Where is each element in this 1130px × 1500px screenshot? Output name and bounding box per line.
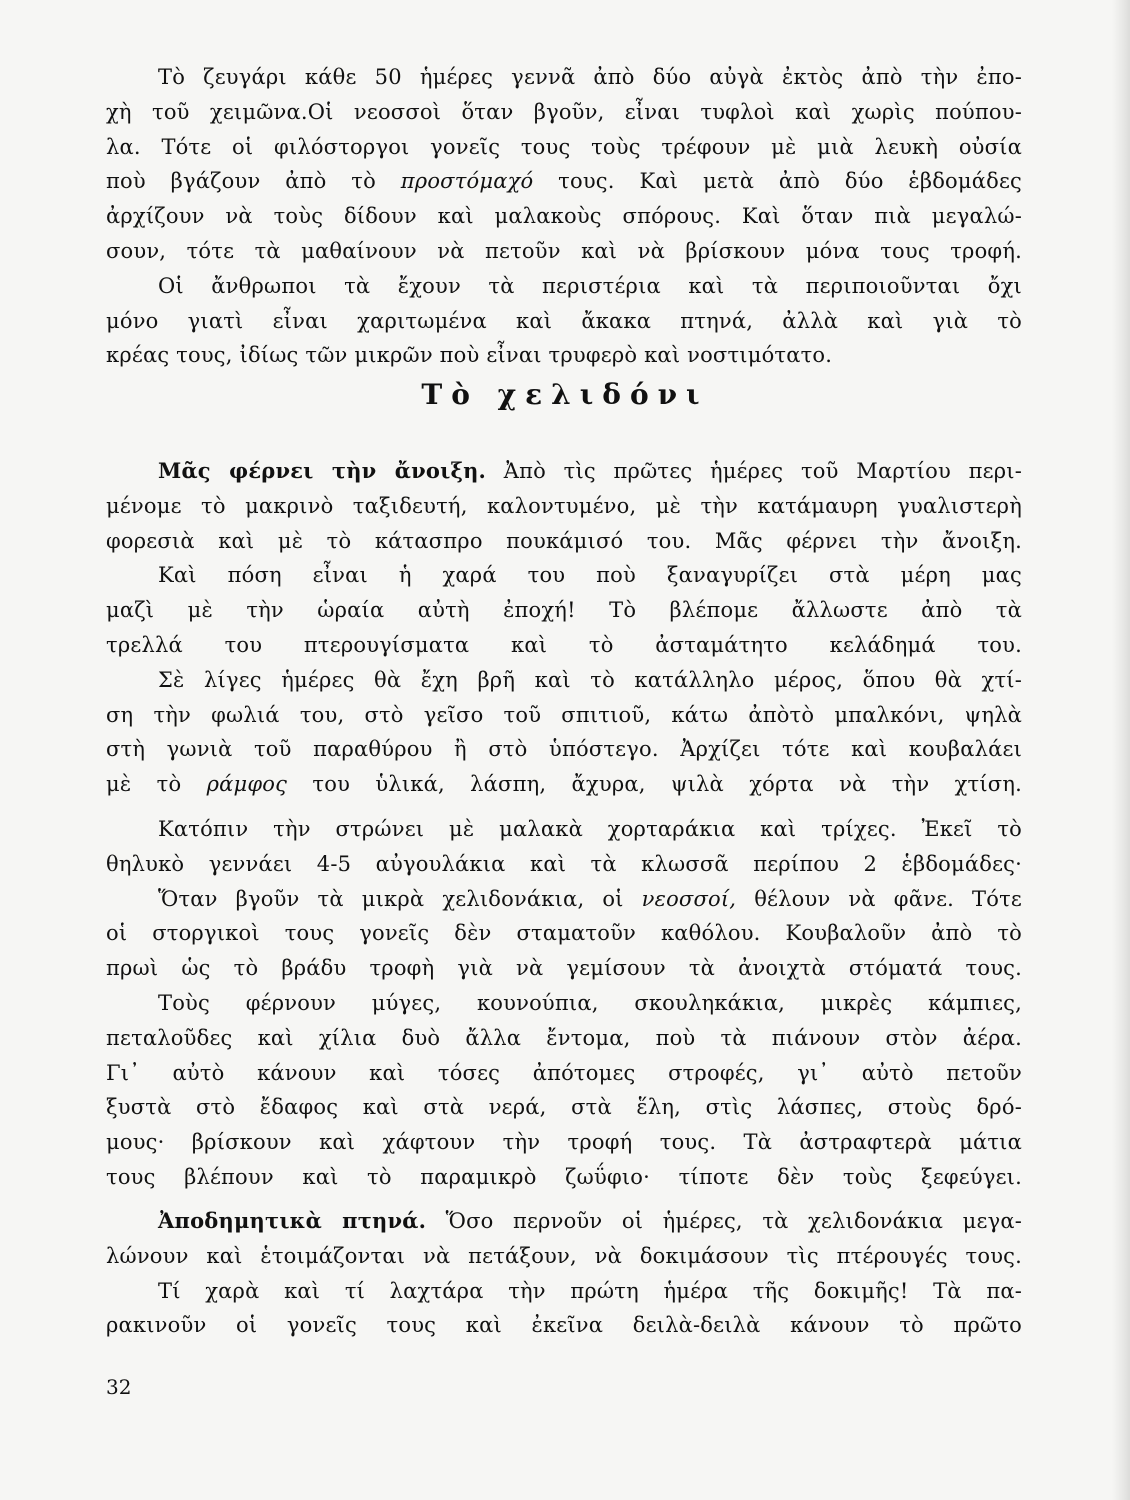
text-line: Γι᾽ αὐτὸ κάνουν καὶ τόσες ἀπότομες στροφές, γι᾽ αὐτὸ πετοῦν: [106, 1060, 1022, 1085]
paragraph-lead: Μᾶς φέρνει τὴν ἄνοιξη.: [158, 458, 487, 483]
text-line: Καὶ πόση εἶναι ἡ χαρά του ποὺ ξαναγυρίζει στὰ μέρη μας: [158, 563, 1022, 588]
text-fragment: του ὑλικά, λάσπη, ἄχυρα, ψιλὰ χόρτα νὰ τὴν χτίση.: [287, 772, 1022, 797]
text-line: λώνουν καὶ ἑτοιμάζονται νὰ πετάξουν, νὰ δοκιμάσουν τὶς πτέρουγές τους.: [106, 1243, 1022, 1268]
page-edge-shadow: [1112, 0, 1130, 1500]
text-line: μους· βρίσκουν καὶ χάφτουν τὴν τροφή τους. Τὰ ἀστραφτερὰ μάτια: [106, 1130, 1022, 1155]
text-line: οἱ στοργικοὶ τους γονεῖς δὲν σταματοῦν καθόλου. Κουβαλοῦν ἀπὸ τὸ: [106, 921, 1022, 946]
text-line: λα. Τότε οἱ φιλόστοργοι γονεῖς τους τοὺς τρέφουν μὲ μιὰ λευκὴ οὐσία: [106, 134, 1022, 159]
text-line: ἀρχίζουν νὰ τοὺς δίδουν καὶ μαλακοὺς σπόρους. Καὶ ὅταν πιὰ μεγαλώ-: [106, 204, 1022, 229]
text-line: ρακινοῦν οἱ γονεῖς τους καὶ ἐκεῖνα δειλὰ-δειλὰ κάνουν τὸ πρῶτο: [106, 1313, 1022, 1338]
text-line: Κατόπιν τὴν στρώνει μὲ μαλακὰ χορταράκια καὶ τρίχες. Ἐκεῖ τὸ: [158, 817, 1022, 841]
text-line: ξυστὰ στὸ ἔδαφος καὶ στὰ νερά, στὰ ἕλη, στὶς λάσπες, στοὺς δρό-: [106, 1095, 1022, 1120]
swallow-text: [106, 454, 1022, 802]
italic-term: προστόμαχό: [400, 169, 534, 194]
text-fragment: τους. Καὶ μετὰ ἀπὸ δύο ἑβδομάδες: [533, 169, 1022, 194]
text-line: χὴ τοῦ χειμῶνα.Οἱ νεοσσοὶ ὅταν βγοῦν, εἶναι τυφλοὶ καὶ χωρὶς πούπου-: [106, 99, 1022, 124]
text-fragment: ποὺ βγάζουν ἀπὸ τὸ: [106, 169, 401, 194]
text-line: σουν, τότε τὰ μαθαίνουν νὰ πετοῦν καὶ νὰ βρίσκουν μόνα τους τροφή.: [106, 238, 1022, 263]
text-line: φορεσιὰ καὶ μὲ τὸ κάτασπρο πουκάμισό του. Μᾶς φέρνει τὴν ἄνοιξη.: [106, 528, 1022, 553]
text-fragment: Ὅταν βγοῦν τὰ μικρὰ χελιδονάκια, οἱ: [158, 886, 642, 911]
text-line: Σὲ λίγες ἡμέρες θὰ ἔχη βρῆ καὶ τὸ κατάλληλο μέρος, ὅπου θὰ χτί-: [158, 667, 1022, 692]
section-heading: Τὸ χελιδόνι: [421, 378, 709, 411]
text-line: τρελλά του πτερουγίσματα καὶ τὸ ἀσταμάτητο κελάδημά του.: [106, 632, 1022, 657]
text-line: Οἱ ἄνθρωποι τὰ ἔχουν τὰ περιστέρια καὶ τὰ περιποιοῦνται ὄχι: [158, 273, 1022, 298]
text-line: στὴ γωνιὰ τοῦ παραθύρου ἢ στὸ ὑπόστεγο. Ἀρχίζει τότε καὶ κουβαλάει: [106, 737, 1022, 762]
text-line: Τὸ ζευγάρι κάθε 50 ἡμέρες γεννᾶ ἀπὸ δύο αὐγὰ ἐκτὸς ἀπὸ τὴν ἐπο-: [158, 65, 1022, 89]
text-fragment: Ἀπὸ τὶς πρῶτες ἡμέρες τοῦ Μαρτίου περι-: [486, 459, 1022, 483]
text-line: κρέας τους, ἰδίως τῶν μικρῶν ποὺ εἶναι τρυφερὸ καὶ νοστιμότατο.: [106, 343, 833, 368]
paragraph-lead: Ἀποδημητικὰ πτηνά.: [158, 1208, 427, 1233]
text-fragment: Ὅσο περνοῦν οἱ ἡμέρες, τὰ χελιδονάκια μεγα-: [426, 1209, 1023, 1233]
text-fragment: μὲ τὸ: [106, 772, 207, 797]
migration-paragraph: [106, 1204, 1022, 1343]
pigeon-paragraph: [106, 60, 1022, 373]
text-line: [106, 164, 1022, 199]
text-line: ση τὴν φωλιά του, στὸ γεῖσο τοῦ σπιτιοῦ, κάτω ἀπὸτὸ μπαλκόνι, ψηλὰ: [106, 702, 1022, 727]
text-line: πεταλοῦδες καὶ χίλια δυὸ ἄλλα ἔντομα, ποὺ τὰ πιάνουν στὸν ἀέρα.: [106, 1025, 1022, 1050]
italic-term: νεοσσοί,: [641, 886, 737, 911]
text-line: μένομε τὸ μακρινὸ ταξιδευτή, καλοντυμένο, μὲ τὴν κατάμαυρη γυαλιστερὴ: [106, 493, 1022, 518]
text-line: μαζὶ μὲ τὴν ὡραία αὐτὴ ἐποχή! Τὸ βλέπομε ἄλλωστε ἀπὸ τὰ: [106, 598, 1022, 623]
page-number: 32: [106, 1375, 132, 1399]
text-line: Τί χαρὰ καὶ τί λαχτάρα τὴν πρώτη ἡμέρα τῆς δοκιμῆς! Τὰ πα-: [158, 1278, 1022, 1303]
text-line: [106, 454, 1022, 489]
text-line: τους βλέπουν καὶ τὸ παραμικρὸ ζωΰφιο· τίποτε δὲν τοὺς ξεφεύγει.: [106, 1164, 1022, 1189]
text-line: [106, 767, 1022, 802]
text-line: Τοὺς φέρνουν μύγες, κουνούπια, σκουληκάκια, μικρὲς κάμπιες,: [158, 990, 1022, 1015]
text-line: θηλυκὸ γεννάει 4-5 αὐγουλάκια καὶ τὰ κλωσσᾶ περίπου 2 ἑβδομάδες·: [106, 851, 1022, 876]
text-fragment: θέλουν νὰ φᾶνε. Τότε: [736, 886, 1022, 911]
text-line: [106, 882, 1022, 917]
italic-term: ράμφος: [206, 772, 288, 797]
text-line: πρωὶ ὡς τὸ βράδυ τροφὴ γιὰ νὰ γεμίσουν τὰ ἀνοιχτὰ στόματά τους.: [106, 956, 1022, 981]
text-line: [106, 1204, 1022, 1239]
text-line: μόνο γιατὶ εἶναι χαριτωμένα καὶ ἄκακα πτηνά, ἀλλὰ καὶ γιὰ τὸ: [106, 308, 1022, 333]
swallow-text-continued: [106, 812, 1022, 1195]
